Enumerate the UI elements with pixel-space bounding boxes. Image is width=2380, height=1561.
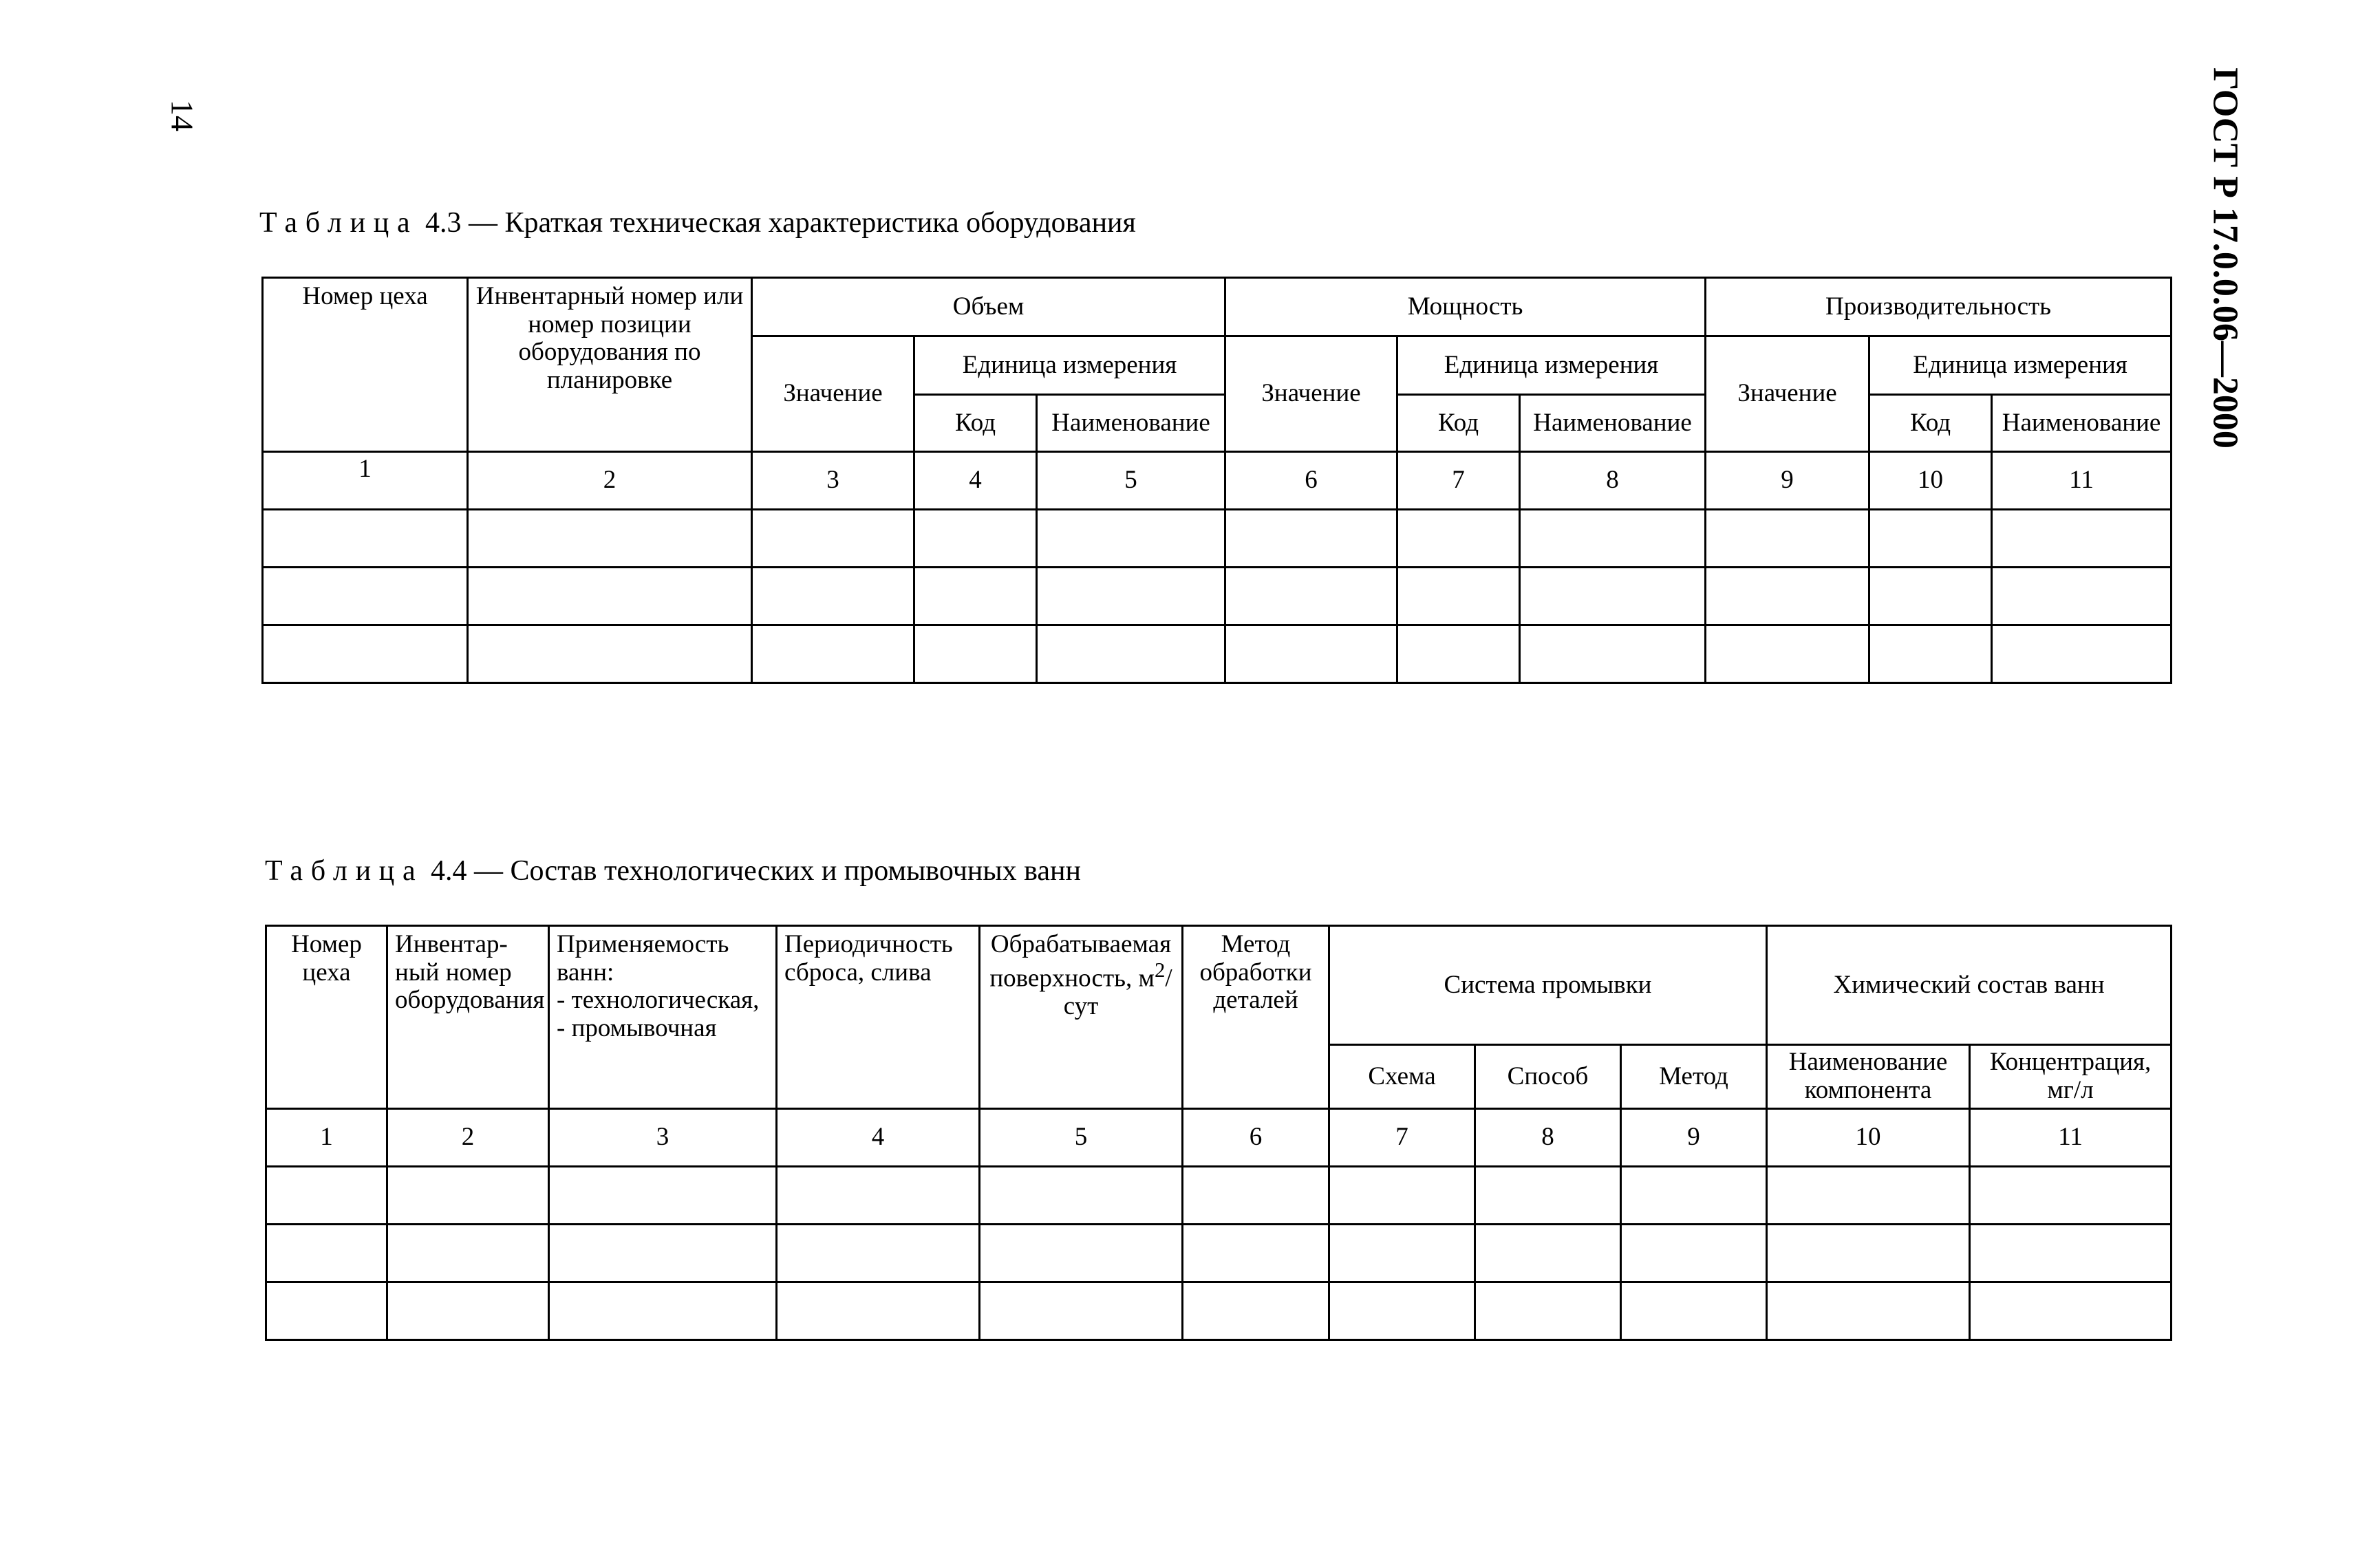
empty-cell[interactable] xyxy=(1621,1167,1767,1225)
header-power-name: Наименование xyxy=(1520,395,1706,452)
header-volume-value: Значение xyxy=(752,336,914,452)
applicability-rinse: - промывочная xyxy=(557,1014,717,1043)
applicability-tech: - технологическая, xyxy=(557,986,760,1015)
header-productivity: Производительность xyxy=(1706,278,2172,336)
empty-cell[interactable] xyxy=(1992,568,2172,625)
empty-cell[interactable] xyxy=(549,1282,777,1340)
empty-cell[interactable] xyxy=(980,1225,1183,1282)
table-4-4-caption-word: Таблица xyxy=(265,855,424,887)
empty-cell[interactable] xyxy=(1869,510,1992,568)
empty-cell[interactable] xyxy=(1520,625,1706,683)
empty-row xyxy=(266,1167,2172,1225)
empty-cell[interactable] xyxy=(263,510,468,568)
empty-row xyxy=(263,510,2172,568)
table-4-4-caption xyxy=(265,854,1081,887)
empty-cell[interactable] xyxy=(1869,625,1992,683)
header-scheme: Схема xyxy=(1329,1045,1475,1109)
empty-cell[interactable] xyxy=(914,625,1037,683)
surface-text: Обрабатываемая поверхность, м xyxy=(989,930,1172,993)
column-number: 5 xyxy=(1037,452,1225,510)
header-shop-number: Номер цеха xyxy=(263,278,468,452)
column-number: 10 xyxy=(1869,452,1992,510)
header-shop-number: Номер цеха xyxy=(266,926,387,1109)
header-applicability xyxy=(549,926,777,1109)
header-method: Метод xyxy=(1621,1045,1767,1109)
header-power-value: Значение xyxy=(1225,336,1397,452)
header-component-name: Наименование компонента xyxy=(1767,1045,1970,1109)
empty-cell[interactable] xyxy=(1767,1282,1970,1340)
empty-cell[interactable] xyxy=(1037,568,1225,625)
column-number: 1 xyxy=(263,452,468,510)
empty-cell[interactable] xyxy=(1225,568,1397,625)
empty-cell[interactable] xyxy=(1475,1282,1621,1340)
table-4-3-caption-text: 4.3 — Краткая техническая характеристика оборудования xyxy=(418,207,1136,239)
header-processing-method: Метод обработки деталей xyxy=(1183,926,1329,1109)
header-processed-surface xyxy=(980,926,1183,1109)
empty-cell[interactable] xyxy=(266,1167,387,1225)
column-number-row xyxy=(263,452,2172,510)
header-rinse-system: Система промывки xyxy=(1329,926,1767,1045)
column-number: 8 xyxy=(1475,1109,1621,1167)
empty-cell[interactable] xyxy=(1970,1225,2172,1282)
empty-cell[interactable] xyxy=(980,1282,1183,1340)
empty-cell[interactable] xyxy=(752,568,914,625)
empty-cell[interactable] xyxy=(1397,510,1520,568)
empty-cell[interactable] xyxy=(1992,510,2172,568)
empty-row xyxy=(263,625,2172,683)
empty-cell[interactable] xyxy=(777,1225,980,1282)
empty-cell[interactable] xyxy=(1037,510,1225,568)
empty-cell[interactable] xyxy=(1225,625,1397,683)
empty-cell[interactable] xyxy=(1397,568,1520,625)
column-number: 9 xyxy=(1706,452,1869,510)
empty-cell[interactable] xyxy=(387,1167,549,1225)
empty-cell[interactable] xyxy=(1329,1167,1475,1225)
empty-cell[interactable] xyxy=(1992,625,2172,683)
empty-cell[interactable] xyxy=(752,625,914,683)
empty-cell[interactable] xyxy=(1767,1225,1970,1282)
header-way: Способ xyxy=(1475,1045,1621,1109)
column-number: 11 xyxy=(1970,1109,2172,1167)
column-number: 6 xyxy=(1183,1109,1329,1167)
empty-cell[interactable] xyxy=(266,1282,387,1340)
column-number: 9 xyxy=(1621,1109,1767,1167)
header-power-code: Код xyxy=(1397,395,1520,452)
empty-cell[interactable] xyxy=(468,625,752,683)
table-4-3 xyxy=(261,277,2172,684)
header-productivity-value: Значение xyxy=(1706,336,1869,452)
column-number: 4 xyxy=(914,452,1037,510)
empty-cell[interactable] xyxy=(1397,625,1520,683)
empty-cell[interactable] xyxy=(1869,568,1992,625)
column-number: 3 xyxy=(752,452,914,510)
header-concentration: Концентрация, мг/л xyxy=(1970,1045,2172,1109)
empty-cell[interactable] xyxy=(752,510,914,568)
column-number: 10 xyxy=(1767,1109,1970,1167)
empty-cell[interactable] xyxy=(1970,1167,2172,1225)
surface-unit: /сут xyxy=(1063,964,1172,1020)
empty-row xyxy=(266,1225,2172,1282)
empty-cell[interactable] xyxy=(1706,568,1869,625)
empty-cell[interactable] xyxy=(914,510,1037,568)
empty-cell[interactable] xyxy=(263,568,468,625)
header-volume-name: Наименование xyxy=(1037,395,1225,452)
empty-cell[interactable] xyxy=(777,1167,980,1225)
empty-cell[interactable] xyxy=(387,1225,549,1282)
empty-cell[interactable] xyxy=(1183,1225,1329,1282)
header-productivity-name: Наименование xyxy=(1992,395,2172,452)
page-number: 14 xyxy=(164,100,200,131)
empty-cell[interactable] xyxy=(387,1282,549,1340)
document-code: ГОСТ Р 17.0.0.06—2000 xyxy=(2205,67,2245,449)
column-number: 11 xyxy=(1992,452,2172,510)
applicability-title: Применяемость ванн: xyxy=(557,930,729,987)
empty-cell[interactable] xyxy=(1329,1282,1475,1340)
empty-cell[interactable] xyxy=(1037,625,1225,683)
empty-cell[interactable] xyxy=(1475,1225,1621,1282)
empty-cell[interactable] xyxy=(1183,1282,1329,1340)
header-discharge-period: Периодичность сброса, слива xyxy=(777,926,980,1109)
column-number-row xyxy=(266,1109,2172,1167)
empty-cell[interactable] xyxy=(1767,1167,1970,1225)
empty-cell[interactable] xyxy=(1621,1282,1767,1340)
column-number: 7 xyxy=(1329,1109,1475,1167)
column-number: 5 xyxy=(980,1109,1183,1167)
empty-cell[interactable] xyxy=(1970,1282,2172,1340)
header-volume-unit: Единица измерения xyxy=(914,336,1225,395)
empty-cell[interactable] xyxy=(1329,1225,1475,1282)
empty-cell[interactable] xyxy=(549,1167,777,1225)
header-power-unit: Единица измерения xyxy=(1397,336,1706,395)
empty-cell[interactable] xyxy=(1621,1225,1767,1282)
column-number: 6 xyxy=(1225,452,1397,510)
empty-cell[interactable] xyxy=(1706,510,1869,568)
header-volume-code: Код xyxy=(914,395,1037,452)
empty-cell[interactable] xyxy=(549,1225,777,1282)
header-inventory-number: Инвентарный номер или номер позиции оборудования по планировке xyxy=(468,278,752,452)
header-chem-composition: Химический состав ванн xyxy=(1767,926,2172,1045)
empty-cell[interactable] xyxy=(468,510,752,568)
empty-cell[interactable] xyxy=(1520,568,1706,625)
empty-row xyxy=(266,1282,2172,1340)
column-number: 3 xyxy=(549,1109,777,1167)
column-number: 2 xyxy=(468,452,752,510)
table-4-3-caption-word: Таблица xyxy=(259,207,418,239)
header-productivity-unit: Единица измерения xyxy=(1869,336,2172,395)
header-volume: Объем xyxy=(752,278,1225,336)
empty-cell[interactable] xyxy=(263,625,468,683)
column-number: 1 xyxy=(266,1109,387,1167)
column-number: 4 xyxy=(777,1109,980,1167)
empty-row xyxy=(263,568,2172,625)
column-number: 2 xyxy=(387,1109,549,1167)
empty-cell[interactable] xyxy=(266,1225,387,1282)
header-inventory-number: Инвентар-ный номер оборудования xyxy=(387,926,549,1109)
empty-cell[interactable] xyxy=(1475,1167,1621,1225)
empty-cell[interactable] xyxy=(1520,510,1706,568)
table-4-4 xyxy=(265,925,2172,1341)
empty-cell[interactable] xyxy=(1183,1167,1329,1225)
table-4-3-caption xyxy=(259,206,1136,239)
header-productivity-code: Код xyxy=(1869,395,1992,452)
empty-cell[interactable] xyxy=(1225,510,1397,568)
surface-sup: 2 xyxy=(1154,958,1166,982)
column-number: 8 xyxy=(1520,452,1706,510)
table-4-4-caption-text: 4.4 — Состав технологических и промывочных ванн xyxy=(423,855,1081,887)
empty-cell[interactable] xyxy=(1706,625,1869,683)
header-power: Мощность xyxy=(1225,278,1706,336)
empty-cell[interactable] xyxy=(980,1167,1183,1225)
empty-cell[interactable] xyxy=(777,1282,980,1340)
column-number: 7 xyxy=(1397,452,1520,510)
empty-cell[interactable] xyxy=(914,568,1037,625)
empty-cell[interactable] xyxy=(468,568,752,625)
